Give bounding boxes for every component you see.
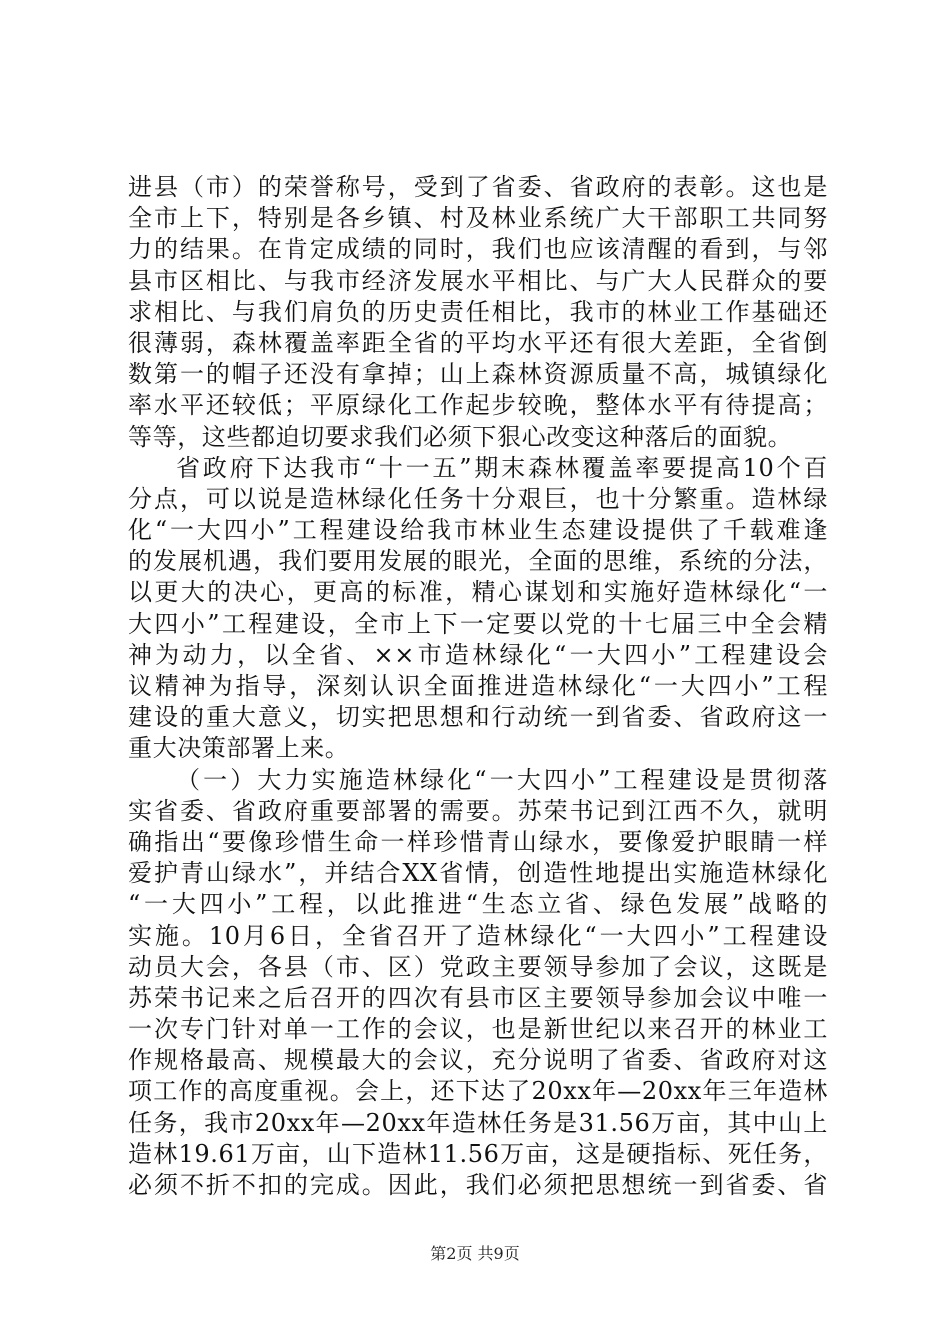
text-line: 项工作的高度重视。会上，还下达了20xx年—20xx年三年造林	[128, 1077, 828, 1106]
text-line: 任务，我市20xx年—20xx年造林任务是31.56万亩，其中山上	[128, 1108, 828, 1137]
text-line: 力的结果。在肯定成绩的同时，我们也应该清醒的看到，与邻	[128, 235, 828, 264]
text-line: 动员大会，各县（市、区）党政主要领导参加了会议，这既是	[128, 952, 828, 981]
paragraph-first-line: 省政府下达我市“十一五”期末森林覆盖率要提高10个百	[176, 453, 828, 482]
text-line: 重大决策部署上来。	[128, 734, 350, 763]
text-line: 必须不折不扣的完成。因此，我们必须把思想统一到省委、省	[128, 1171, 828, 1199]
text-line: 大四小”工程建设，全市上下一定要以党的十七届三中全会精	[128, 609, 828, 638]
text-line: 求相比、与我们肩负的历史责任相比，我市的林业工作基础还	[128, 297, 828, 326]
text-line: 确指出“要像珍惜生命一样珍惜青山绿水，要像爱护眼睛一样	[128, 827, 828, 856]
text-line: “一大四小”工程，以此推进“生态立省、绿色发展”战略的	[128, 890, 828, 919]
text-line: 神为动力，以全省、××市造林绿化“一大四小”工程建设会	[128, 640, 828, 669]
text-line: 的发展机遇，我们要用发展的眼光，全面的思维，系统的分法，	[128, 547, 828, 576]
text-line: 议精神为指导，深刻认识全面推进造林绿化“一大四小”工程	[128, 672, 828, 700]
text-line: 建设的重大意义，切实把思想和行动统一到省委、省政府这一	[128, 703, 828, 732]
body-text	[128, 172, 828, 1201]
text-line: 一次专门针对单一工作的会议，也是新世纪以来召开的林业工	[128, 1015, 828, 1044]
text-line: 进县（市）的荣誉称号，受到了省委、省政府的表彰。这也是	[128, 173, 828, 201]
text-line: 县市区相比、与我市经济发展水平相比、与广大人民群众的要	[128, 266, 828, 295]
text-line: 作规格最高、规模最大的会议，充分说明了省委、省政府对这	[128, 1046, 828, 1075]
text-line: 率水平还较低；平原绿化工作起步较晚，整体水平有待提高；	[128, 391, 828, 420]
text-line: 全市上下，特别是各乡镇、村及林业系统广大干部职工共同努	[128, 204, 828, 233]
text-line: 以更大的决心，更高的标准，精心谋划和实施好造林绿化“一	[128, 578, 828, 607]
text-line: 苏荣书记来之后召开的四次有县市区主要领导参加会议中唯一	[128, 983, 828, 1012]
page-number-footer: 第2页 共9页	[430, 1244, 520, 1263]
paragraph-first-line: （一）大力实施造林绿化“一大四小”工程建设是贯彻落	[176, 765, 828, 794]
text-line: 等等，这些都迫切要求我们必须下狠心改变这种落后的面貌。	[128, 422, 793, 451]
text-line: 数第一的帽子还没有拿掉；山上森林资源质量不高，城镇绿化	[128, 360, 828, 389]
text-line: 很薄弱，森林覆盖率距全省的平均水平还有很大差距，全省倒	[128, 328, 828, 357]
text-line: 造林19.61万亩，山下造林11.56万亩，这是硬指标、死任务，	[128, 1139, 828, 1168]
text-line: 实施。10月6日，全省召开了造林绿化“一大四小”工程建设	[128, 921, 828, 950]
text-line: 爱护青山绿水”，并结合XX省情，创造性地提出实施造林绿化	[128, 859, 828, 888]
text-line: 分点，可以说是造林绿化任务十分艰巨，也十分繁重。造林绿	[128, 484, 828, 513]
text-line: 化“一大四小”工程建设给我市林业生态建设提供了千载难逢	[128, 516, 828, 545]
text-line: 实省委、省政府重要部署的需要。苏荣书记到江西不久，就明	[128, 796, 828, 825]
